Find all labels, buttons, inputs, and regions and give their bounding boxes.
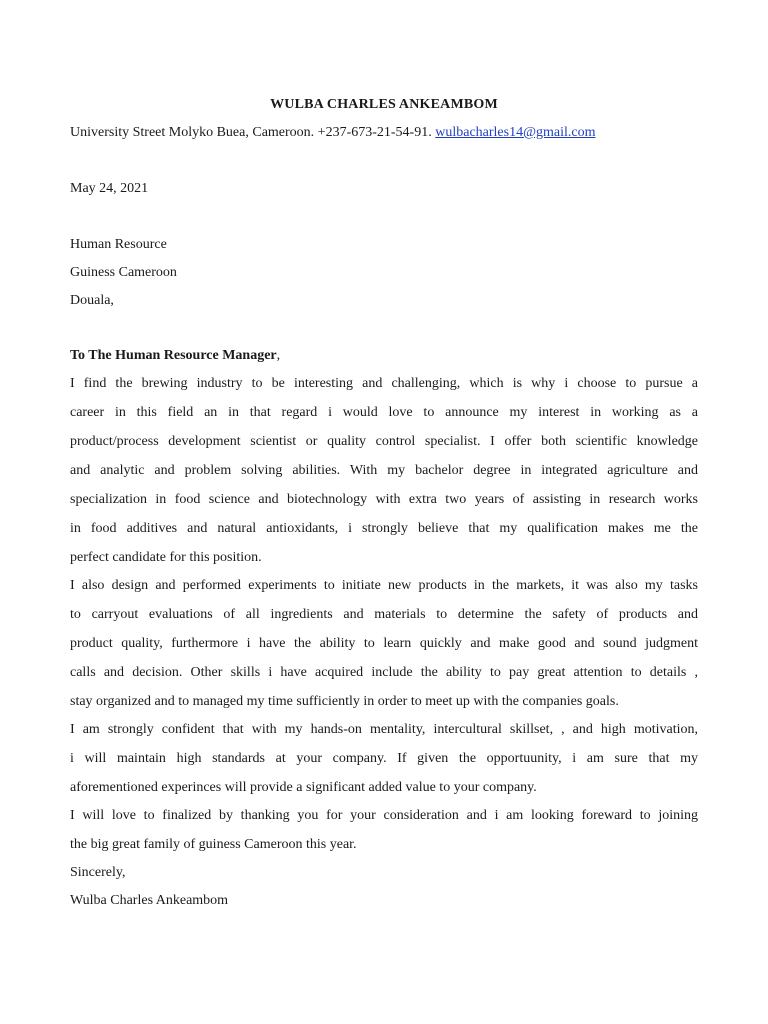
paragraph-4-line: I will love to finalized by thanking you for your consideration and i am looking foreward to joining — [70, 808, 698, 823]
sender-name: WULBA CHARLES ANKEAMBOM — [270, 97, 498, 112]
paragraph-2-line: stay organized and to managed my time sufficiently in order to meet up with the companies goals. — [70, 694, 619, 709]
paragraph-1-line: specialization in food science and biotechnology with extra two years of assisting in research works — [70, 492, 698, 507]
paragraph-1-line: perfect candidate for this position. — [70, 550, 262, 565]
signature-name: Wulba Charles Ankeambom — [70, 893, 229, 908]
paragraph-3-line: i will maintain high standards at your company. If given the opportuunity, i am sure that my — [70, 751, 698, 766]
closing: Sincerely, — [70, 865, 126, 880]
paragraph-1-line: in food additives and natural antioxidants, i strongly believe that my qualification makes me the — [70, 521, 698, 536]
recipient-line-1: Human Resource — [70, 237, 167, 252]
paragraph-2-line: calls and decision. Other skills i have acquired include the ability to pay great attention to details , — [70, 665, 698, 680]
sender-contact-line — [70, 124, 698, 142]
sender-address: University Street Molyko Buea, Cameroon. +237-673-21-54-91. — [70, 125, 436, 140]
paragraph-1-line: I find the brewing industry to be interesting and challenging, which is why i choose to pursue a — [70, 376, 698, 391]
recipient-line-2: Guiness Cameroon — [70, 265, 177, 280]
paragraph-2-line: product quality, furthermore i have the ability to learn quickly and make good and sound judgment — [70, 636, 698, 651]
paragraph-4-line: the big great family of guiness Cameroon this year. — [70, 837, 357, 852]
paragraph-3-line: aforementioned experinces will provide a significant added value to your company. — [70, 780, 537, 795]
salutation-bold: To The Human Resource Manager — [70, 348, 277, 363]
paragraph-1-line: and analytic and problem solving abilities. With my bachelor degree in integrated agriculture and — [70, 463, 698, 478]
paragraph-1-line: career in this field an in that regard i would love to announce my interest in working as a — [70, 405, 698, 420]
email-link[interactable]: wulbacharles14@gmail.com — [435, 125, 596, 140]
paragraph-3-line: I am strongly confident that with my hands-on mentality, intercultural skillset, , and high motivation, — [70, 722, 698, 737]
paragraph-2-line: to carryout evaluations of all ingredients and materials to determine the safety of products and — [70, 607, 698, 622]
salutation-suffix: , — [276, 348, 281, 363]
letter-date: May 24, 2021 — [70, 181, 149, 196]
salutation — [70, 347, 698, 365]
paragraph-2-line: I also design and performed experiments to initiate new products in the markets, it was also my tasks — [70, 578, 698, 593]
recipient-line-3: Douala, — [70, 293, 114, 308]
paragraph-1-line: product/process development scientist or quality control specialist. I offer both scientific knowledge — [70, 434, 698, 449]
